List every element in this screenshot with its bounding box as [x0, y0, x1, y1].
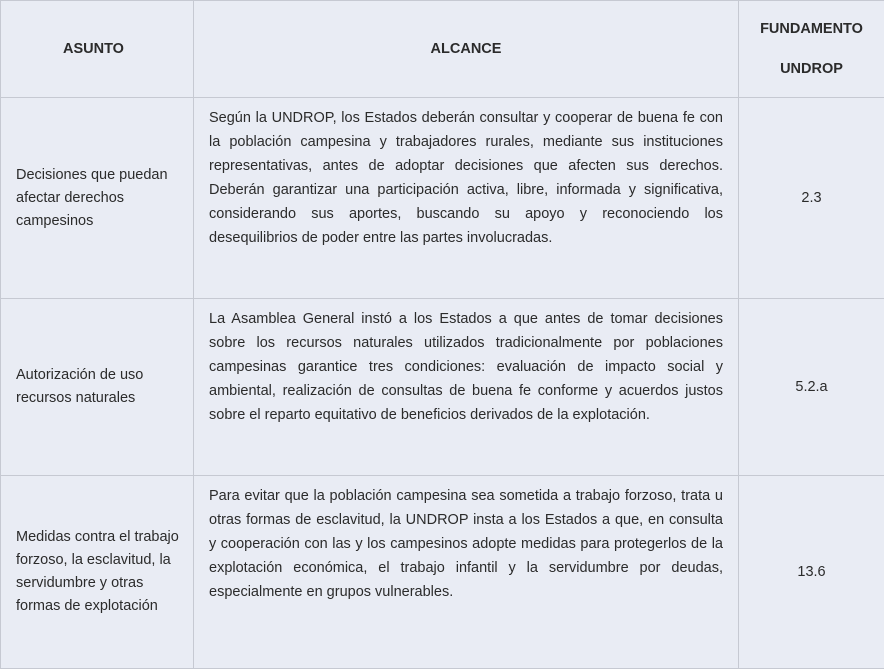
cell-alcance: La Asamblea General instó a los Estados a que antes de tomar decisiones sobre los recursos naturales utilizados tradicionalmente por poblaciones campesinas garantice tres condiciones: evaluación de impacto social y ambiental, realización de consultas de buena fe conforme y acuerdos justos sobre el reparto equitativo de beneficios derivados de la explotación. [194, 299, 739, 476]
cell-fundamento: 13.6 [739, 476, 884, 669]
cell-fundamento: 2.3 [739, 98, 884, 299]
cell-asunto: Decisiones que puedan afectar derechos campesinos [1, 98, 194, 299]
header-fundamento-line1: FUNDAMENTO [760, 21, 863, 37]
cell-alcance: Según la UNDROP, los Estados deberán consultar y cooperar de buena fe con la población campesina y trabajadores rurales, mediante sus instituciones representativas, antes de adoptar decisiones que afecten sus derechos. Deberán garantizar una participación activa, libre, informada y significativa, considerando sus aportes, buscando su apoyo y reconociendo los desequilibrios de poder entre las partes involucradas. [194, 98, 739, 299]
cell-fundamento: 5.2.a [739, 299, 884, 476]
header-asunto: ASUNTO [1, 1, 194, 98]
header-fundamento-line2: UNDROP [780, 61, 843, 77]
cell-asunto: Medidas contra el trabajo forzoso, la esclavitud, la servidumbre y otras formas de explotación [1, 476, 194, 669]
header-fundamento [739, 1, 884, 98]
table-row [1, 476, 884, 669]
header-alcance: ALCANCE [194, 1, 739, 98]
table-row [1, 299, 884, 476]
table-row [1, 98, 884, 299]
cell-alcance: Para evitar que la población campesina sea sometida a trabajo forzoso, trata u otras formas de esclavitud, la UNDROP insta a los Estados a que, en consulta y cooperación con las y los campesinos adopte medidas para protegerlos de la explotación económica, el trabajo infantil y la servidumbre por deudas, especialmente en grupos vulnerables. [194, 476, 739, 669]
header-row [1, 1, 884, 98]
cell-asunto: Autorización de uso recursos naturales [1, 299, 194, 476]
